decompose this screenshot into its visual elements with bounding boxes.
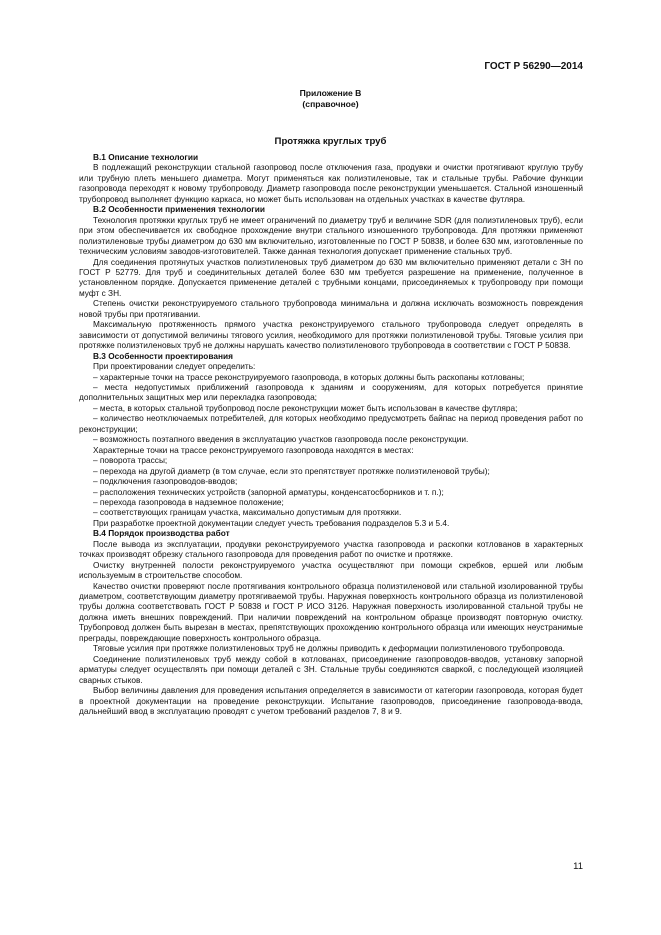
paragraph: Степень очистки реконструируемого стального трубопровода минимальна и должна исключать возможность повреждения новой трубы при протягивании. [79,298,583,319]
list-item: – соответствующих границам участка, максимально допустимым для протяжки. [93,507,402,518]
list-item: – количество неотключаемых потребителей, для которых необходимо предусмотреть байпас на период проведения работ по реконструкции; [79,413,583,434]
list-item: – расположения технических устройств (запорной арматуры, конденсатосборников и т. п.); [93,486,444,497]
list-item: – места недопустимых приближений газопровода к зданиям и сооружениям, для которых потребуется принятие дополнительных защитных мер или перекладка газопровода; [79,381,583,403]
standard-header: ГОСТ Р 56290—2014 [484,61,583,72]
document-title: Протяжка круглых труб [274,136,387,147]
paragraph: Характерные точки на трассе реконструируемого газопровода находятся в местах: [93,444,414,455]
list-item: – места, в которых стальной трубопровод после реконструкции может быть использован в качестве футляра; [93,402,518,413]
section-heading: В.1 Описание технологии [93,152,199,162]
annex-subtitle: (справочное) [302,99,359,109]
paragraph: Максимальную протяженность прямого участка реконструируемого стального трубопровода следует определять в зависимости от допустимой величины тягового усилия, необходимого для протяжки полиэтиленовой трубы. Тяговые усилия при протяжке полиэтиленовых труб не должны нарушать качество полиэтиленового трубопровода в соответствии с ГОСТ Р 50838. [79,319,583,351]
paragraph: Очистку внутренней полости реконструируемого участка осуществляют при помощи скребков, ершей или любым используемым в строительстве способом. [79,559,583,581]
paragraph: При разработке проектной документации следует учесть требования подразделов 5.3 и 5.4. [93,517,450,528]
section-heading: В.2 Особенности применения технологии [93,204,265,215]
paragraph: Тяговые усилия при протяжке полиэтиленовых труб не должны приводить к деформации полиэтиленового трубопровода. [93,643,565,654]
paragraph: В подлежащий реконструкции стальной газопровод после отключения газа, продувки и очистки протягивают круглую трубу или трубную плеть меньшего диаметра. Могут применяться как полиэтиленовые, так и стальные трубы. Рабочие функции газопровода переходят к новому трубопроводу. Диаметр газопровода после реконструкции уменьшается. Стальной изношенный трубопровод выполняет функцию каркаса, но может быть использован на отдельных участках в качестве футляра. [79,162,583,204]
annex-heading [0,88,661,110]
paragraph: После вывода из эксплуатации, продувки реконструируемого участка газопровода и раскопки котлованов в характерных точках производят обрезку стального газопровода для проведения работ по очистке и протяжке. [79,538,583,560]
list-item: – возможность поэтапного введения в эксплуатацию участков газопровода после реконструкции. [93,434,469,445]
list-item: – перехода газопровода в надземное положение; [93,496,284,507]
section-heading: В.4 Порядок производства работ [93,528,230,539]
page-number: 11 [573,861,583,872]
list-item: – характерные точки на трассе реконструируемого газопровода, в которых должны быть раскопаны котлованы; [93,371,525,382]
paragraph: Выбор величины давления для проведения испытания определяется в зависимости от категории газопровода, которая будет в проектной документации на проведение реконструкции. Испытание газопроводов, присоединение газопровода-ввода, дальнейший ввод в эксплуатацию проводят с учетом требований разделов 7, 8 и 9. [79,685,583,717]
paragraph: Качество очистки проверяют после протягивания контрольного образца полиэтиленовой или стальной изолированной трубы диаметром, соответствующим диаметру протягиваемой трубы. Наружная поверхность контрольного образца из полиэтиленовой трубы должна соответствовать ГОСТ Р 50838 и ГОСТ Р ИСО 3126. Наружная поверхность изолированной стальной трубы не должна иметь внешних повреждений. При наличии повреждений на контрольном образце производят повторную очистку. Трубопровод должен быть вырезан в местах, препятствующих прохождению контрольного образца или имеющих неустранимые преграды, повреждающие поверхность контрольного образца. [79,580,583,643]
list-item: – поворота трассы; [93,455,168,466]
document-body [79,152,583,716]
section-heading: В.3 Особенности проектирования [93,350,233,361]
paragraph: Для соединения протянутых участков полиэтиленовых труб диаметром до 630 мм включительно применяют детали с ЗН по ГОСТ Р 52779. Для труб и соединительных деталей более 630 мм требуется разрешение на применение, полученное в установленном порядке. Допускается применение деталей с трубными концами, присоединяемых к трубопроводу при помощи муфт с ЗН. [79,256,583,298]
paragraph: При проектировании следует определить: [93,361,256,372]
annex-title: Приложение В [299,88,362,98]
paragraph: Соединение полиэтиленовых труб между собой в котлованах, присоединение газопроводов-вводов, установку запорной арматуры следует осуществлять при помощи деталей с ЗН. Стальные трубы соединяются сваркой, с последующей изоляцией сварных стыков. [79,653,583,685]
list-item: – подключения газопроводов-вводов; [93,476,238,487]
paragraph: Технология протяжки круглых труб не имеет ограничений по диаметру труб и величине SDR (для полиэтиленовых труб), если при этом обеспечивается их свободное прохождение внутри стального изношенного трубопровода. Для протяжки применяют полиэтиленовые трубы диаметром до 630 мм включительно, изготовленные по ГОСТ Р 50838, и более 630 мм, изготовленные по техническим условиям заводов-изготовителей. Также данная технология допускает применение стальных труб. [79,214,583,257]
list-item: – перехода на другой диаметр (в том случае, если это препятствует протяжке полиэтиленовой трубы); [93,465,490,476]
